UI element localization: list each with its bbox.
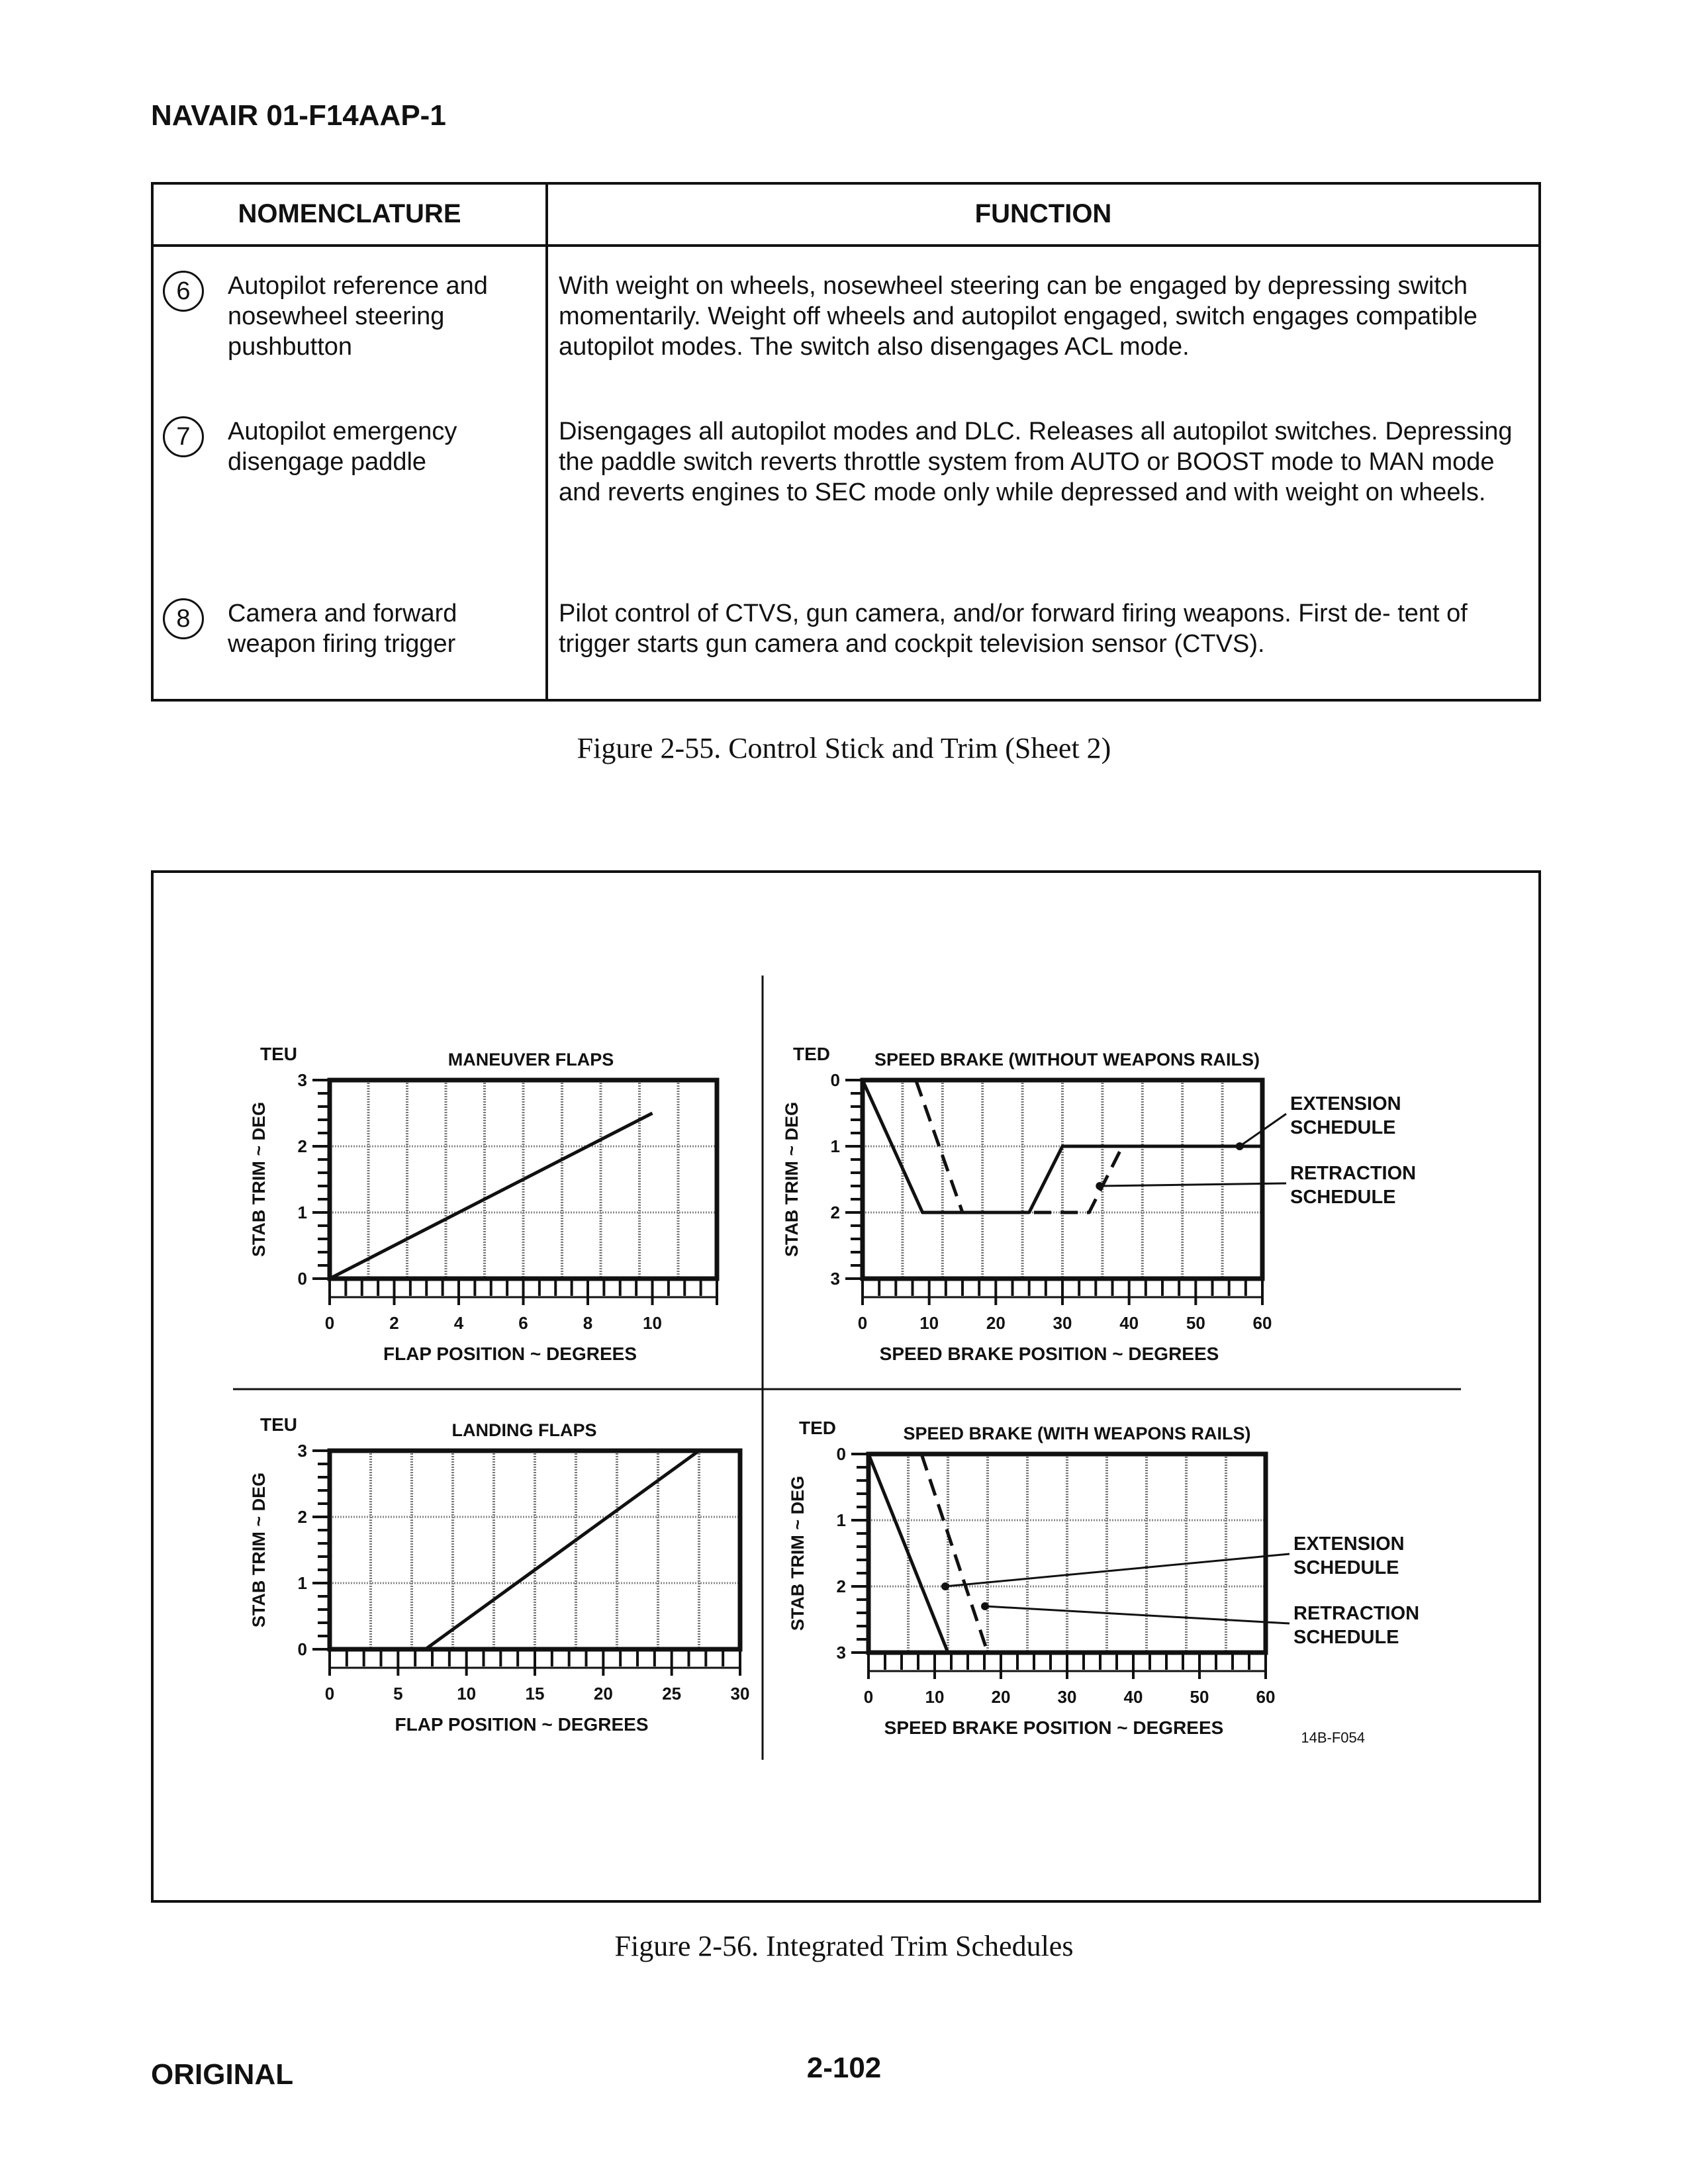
footer-status: ORIGINAL (151, 2058, 294, 2091)
item-function: With weight on wheels, nosewheel steering can be engaged by depressing switch momentarily. Weight off wheels and autopilot engaged, switch engages compatible autopilot modes. The switch also disengages ACL mode. (559, 272, 1477, 361)
chart-title: SPEED BRAKE (WITHOUT WEAPONS RAILS) (874, 1050, 1260, 1069)
item-function: Disengages all autopilot modes and DLC. Releases all autopilot switches. Depressing the paddle switch reverts throttle system from AUTO or BOOST mode to MAN mode and reverts engines to SEC mode only while depressed and with weight on wheels. (559, 418, 1513, 506)
function-table (151, 182, 1541, 702)
nomenclature-header: NOMENCLATURE (238, 199, 461, 228)
header-divider (154, 244, 1538, 247)
annotation-label: EXTENSION (1290, 1093, 1401, 1115)
x-tick-label: 0 (863, 1687, 874, 1707)
annotation-leader (1100, 1183, 1286, 1186)
y-tick-label: 1 (297, 1573, 307, 1593)
y-axis-label: STAB TRIM ~ DEG (782, 1101, 802, 1257)
direction-label: TED (799, 1418, 836, 1438)
y-tick-label: 0 (836, 1444, 846, 1464)
annotation-arrowhead (941, 1582, 949, 1590)
x-tick-label: 2 (389, 1313, 399, 1333)
item-number: 7 (163, 416, 204, 457)
x-tick-label: 20 (986, 1313, 1006, 1333)
x-tick-label: 6 (518, 1313, 528, 1333)
x-tick-label: 30 (1057, 1687, 1077, 1707)
y-tick-label: 2 (297, 1136, 307, 1156)
item-number: 6 (163, 271, 204, 312)
x-tick-label: 10 (919, 1313, 939, 1333)
function-header: FUNCTION (974, 199, 1112, 228)
page-number: 2-102 (806, 2052, 882, 2084)
y-tick-label: 1 (836, 1510, 846, 1530)
annotation-label: SCHEDULE (1293, 1557, 1399, 1578)
y-tick-label: 1 (830, 1136, 840, 1156)
x-tick-label: 4 (453, 1313, 464, 1333)
x-tick-label: 0 (857, 1313, 868, 1333)
y-tick-label: 3 (297, 1070, 307, 1090)
x-tick-label: 0 (324, 1313, 335, 1333)
annotation-arrowhead (981, 1602, 989, 1610)
y-tick-label: 0 (297, 1639, 307, 1659)
annotation-leader (945, 1554, 1289, 1586)
direction-label: TEU (260, 1044, 297, 1064)
trim-schedules-figure (151, 870, 1541, 1903)
document-id: NAVAIR 01-F14AAP-1 (151, 99, 446, 132)
x-tick-label: 10 (925, 1687, 945, 1707)
y-tick-label: 2 (836, 1576, 846, 1596)
x-tick-label: 60 (1256, 1687, 1276, 1707)
annotation-label: RETRACTION (1290, 1163, 1417, 1184)
x-tick-label: 30 (730, 1684, 750, 1704)
x-tick-label: 20 (593, 1684, 613, 1704)
y-tick-label: 3 (297, 1441, 307, 1461)
x-tick-label: 10 (457, 1684, 477, 1704)
direction-label: TEU (260, 1414, 297, 1435)
x-tick-label: 40 (1123, 1687, 1143, 1707)
figure-caption: Figure 2-55. Control Stick and Trim (Sheet 2) (577, 732, 1111, 764)
x-axis-label: SPEED BRAKE POSITION ~ DEGREES (884, 1717, 1224, 1738)
x-tick-label: 50 (1186, 1313, 1205, 1333)
x-tick-label: 30 (1053, 1313, 1072, 1333)
y-tick-label: 3 (830, 1269, 840, 1289)
x-tick-label: 40 (1119, 1313, 1139, 1333)
annotation-arrowhead (1236, 1142, 1244, 1150)
x-tick-label: 20 (991, 1687, 1011, 1707)
extension-line (330, 1113, 653, 1279)
trim-schedule-charts (154, 873, 1538, 1900)
y-axis-label: STAB TRIM ~ DEG (249, 1101, 269, 1257)
annotation-label: EXTENSION (1293, 1533, 1405, 1555)
chart-title: LANDING FLAPS (451, 1420, 597, 1440)
annotation-label: SCHEDULE (1290, 1117, 1396, 1138)
retraction-line (921, 1454, 988, 1653)
y-tick-label: 0 (830, 1070, 840, 1090)
item-nomenclature: Camera and forward weapon firing trigger (228, 600, 457, 658)
x-tick-label: 8 (583, 1313, 593, 1333)
y-tick-label: 3 (836, 1643, 846, 1662)
y-tick-label: 2 (830, 1203, 840, 1222)
x-tick-label: 0 (324, 1684, 335, 1704)
chart-title: SPEED BRAKE (WITH WEAPONS RAILS) (903, 1424, 1251, 1443)
y-tick-label: 1 (297, 1203, 307, 1222)
x-axis-label: FLAP POSITION ~ DEGREES (383, 1343, 637, 1364)
x-tick-label: 5 (393, 1684, 403, 1704)
x-tick-label: 60 (1252, 1313, 1272, 1333)
y-axis-label: STAB TRIM ~ DEG (249, 1472, 269, 1628)
annotation-label: SCHEDULE (1290, 1187, 1396, 1208)
y-axis-label: STAB TRIM ~ DEG (788, 1475, 808, 1631)
chart-title: MANEUVER FLAPS (447, 1050, 614, 1069)
item-number: 8 (163, 598, 204, 639)
annotation-label: RETRACTION (1293, 1603, 1420, 1624)
column-divider (545, 185, 548, 699)
x-axis-label: SPEED BRAKE POSITION ~ DEGREES (879, 1343, 1219, 1364)
x-tick-label: 10 (643, 1313, 662, 1333)
annotation-arrowhead (1096, 1182, 1103, 1190)
x-tick-label: 25 (662, 1684, 682, 1704)
x-tick-label: 50 (1190, 1687, 1209, 1707)
item-function: Pilot control of CTVS, gun camera, and/or forward firing weapons. First de- tent of trigger starts gun camera and cockpit television sensor (CTVS). (559, 600, 1468, 658)
x-axis-label: FLAP POSITION ~ DEGREES (395, 1714, 649, 1735)
item-nomenclature: Autopilot emergency disengage paddle (228, 418, 457, 476)
y-tick-label: 0 (297, 1269, 307, 1289)
x-tick-label: 15 (525, 1684, 545, 1704)
annotation-leader (985, 1606, 1289, 1623)
direction-label: TED (793, 1044, 830, 1064)
figure-caption: Figure 2-56. Integrated Trim Schedules (614, 1930, 1074, 1962)
item-nomenclature: Autopilot reference and nosewheel steering pushbutton (228, 272, 488, 361)
y-tick-label: 2 (297, 1507, 307, 1527)
figure-id-label: 14B-F054 (1301, 1729, 1365, 1746)
annotation-label: SCHEDULE (1293, 1627, 1399, 1648)
